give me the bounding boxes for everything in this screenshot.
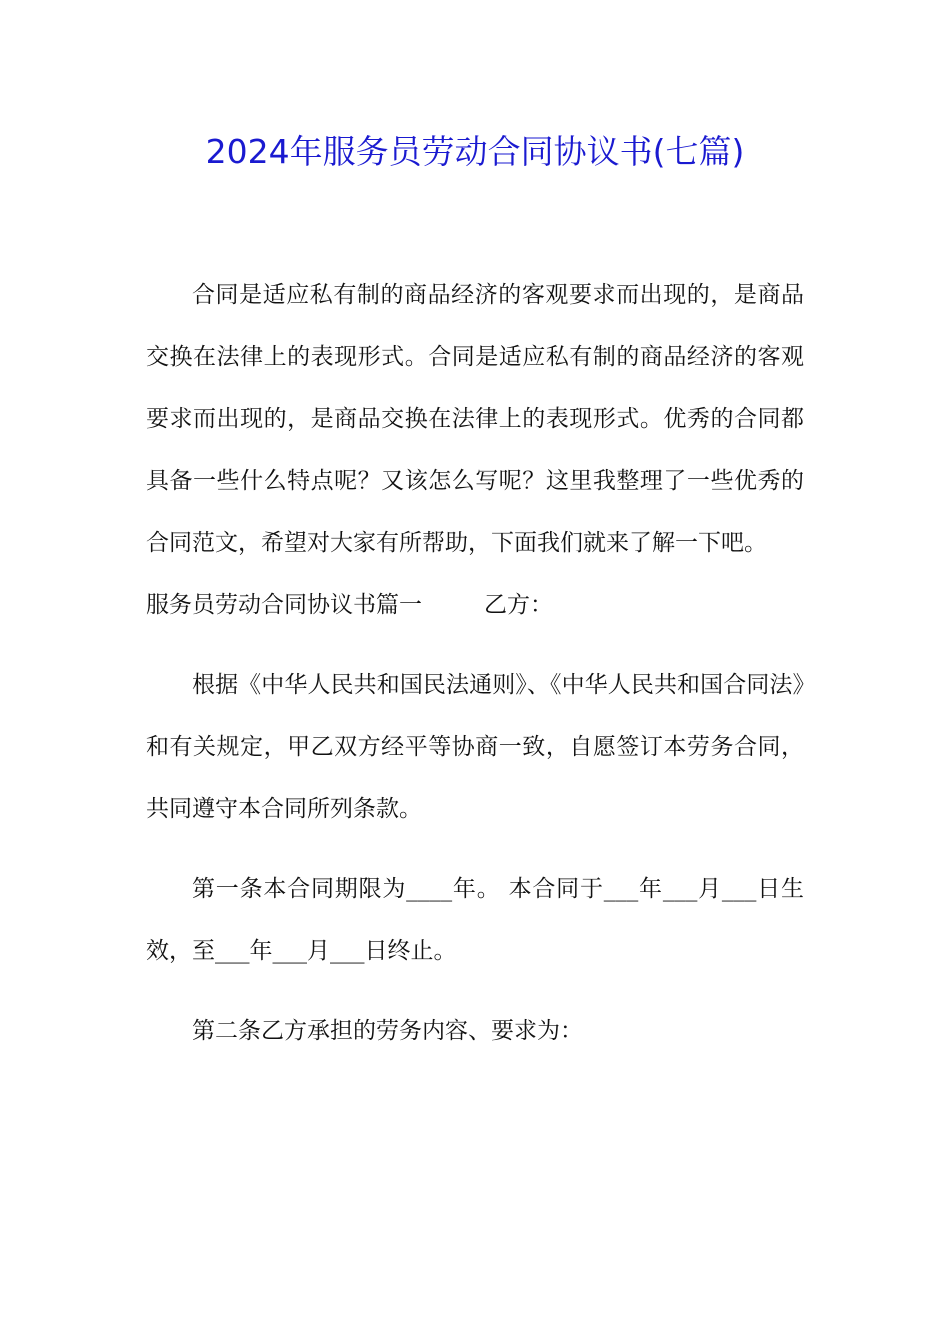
- section-heading-line: [146, 574, 804, 636]
- party-b-label: 乙方：: [484, 592, 553, 618]
- section-heading: 服务员劳动合同协议书篇一: [146, 592, 422, 618]
- document-title: 2024年服务员劳动合同协议书(七篇): [205, 132, 745, 171]
- basis-paragraph: 根据《中华人民共和国民法通则》、《中华人民共和国合同法》和有关规定，甲乙双方经平等协商一致，自愿签订本劳务合同，共同遵守本合同所列条款。: [146, 672, 804, 822]
- article-2-paragraph: 第二条乙方承担的劳务内容、要求为：: [192, 1018, 583, 1044]
- document-body: [146, 264, 804, 1062]
- intro-paragraph: 合同是适应私有制的商品经济的客观要求而出现的，是商品交换在法律上的表现形式。合同是适应私有制的商品经济的客观要求而出现的，是商品交换在法律上的表现形式。优秀的合同都具备一些什么特点呢？又该怎么写呢？这里我整理了一些优秀的合同范文，希望对大家有所帮助，下面我们就来了解一下吧。: [146, 282, 804, 556]
- article-1-paragraph: 第一条本合同期限为____年。 本合同于___年___月___日生效，至___年___月___日终止。: [146, 876, 804, 964]
